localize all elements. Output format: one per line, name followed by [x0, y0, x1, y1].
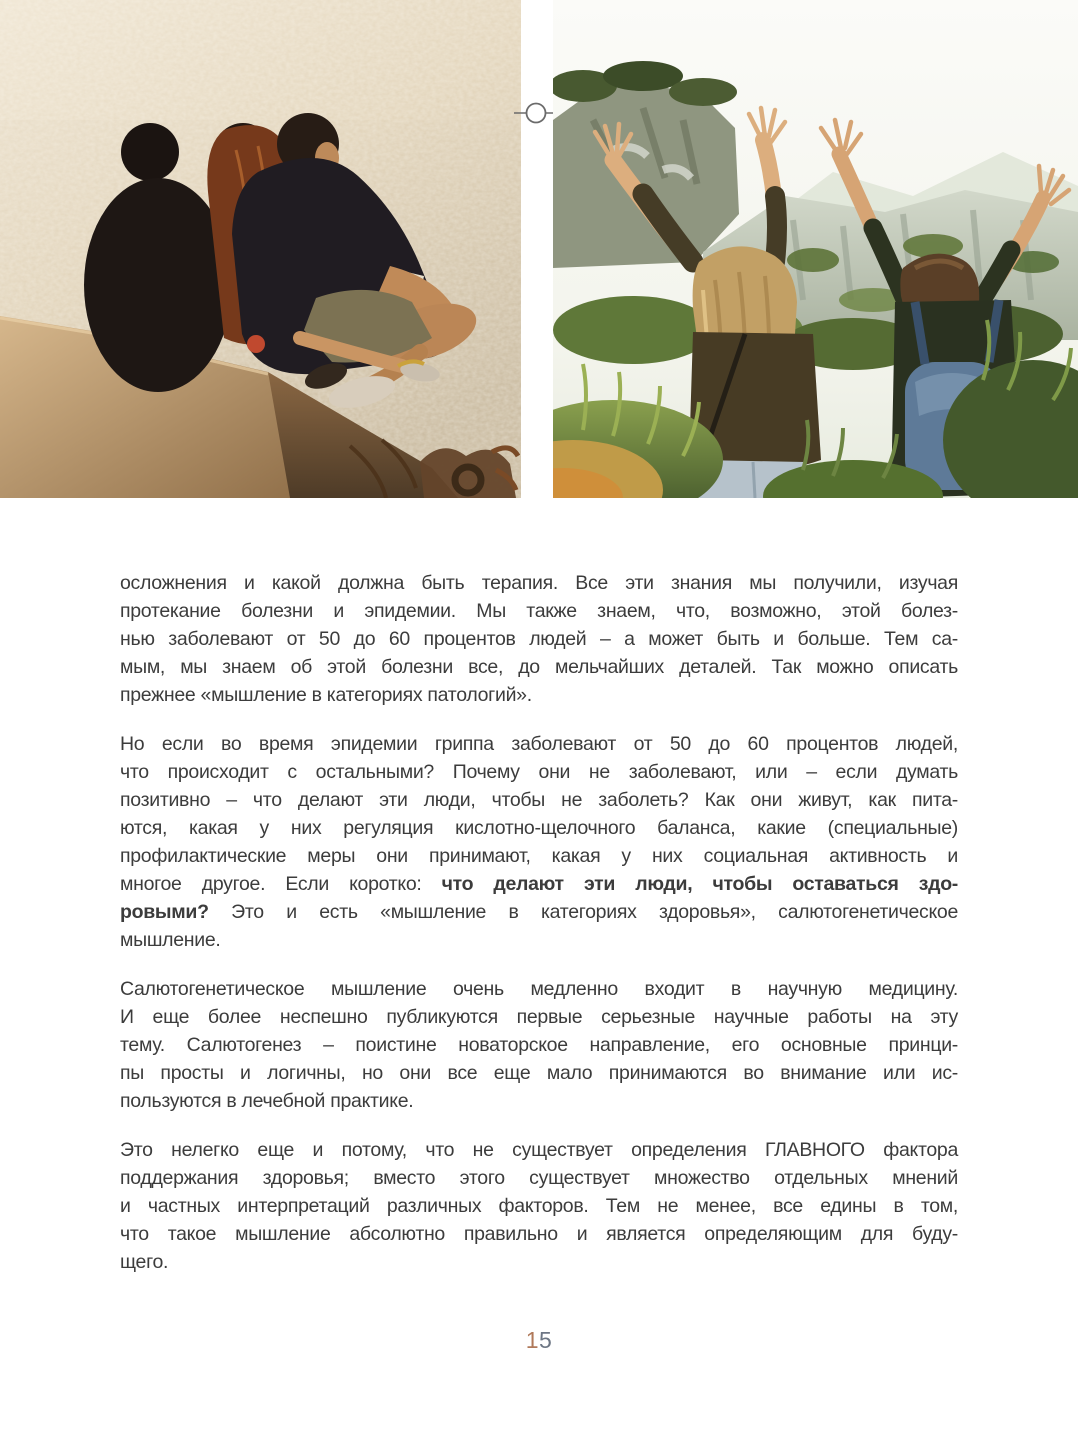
- paragraph: [120, 730, 958, 954]
- text-line: [120, 975, 958, 1003]
- text-line: [120, 1087, 958, 1115]
- text-line: [120, 758, 958, 786]
- text-segment: прежнее «мышление в категориях патологий».: [120, 684, 532, 706]
- text-segment: осложнения и какой должна быть терапия. Все эти знания мы получили, изучая: [120, 572, 958, 594]
- text-segment: протекание болезни и эпидемии. Мы также знаем, что, возможно, этой болез-: [120, 600, 958, 622]
- text-line: [120, 1164, 958, 1192]
- text-segment: что такое мышление абсолютно правильно и является определяющим для буду-: [120, 1223, 958, 1245]
- text-segment: Салютогенетическое мышление очень медленно входит в научную медицину.: [120, 978, 958, 1000]
- text-segment: что происходит с остальными? Почему они не заболевают, или – если думать: [120, 761, 958, 783]
- bold-text-segment: ровыми?: [120, 901, 209, 923]
- text-segment: мым, мы знаем об этой болезни все, до мельчайших деталей. Так можно описать: [120, 656, 958, 678]
- text-line: [120, 814, 958, 842]
- text-line: [120, 569, 958, 597]
- text-line: [120, 681, 958, 709]
- text-line: [120, 786, 958, 814]
- paragraph: [120, 975, 958, 1115]
- text-segment: многое другое. Если коротко:: [120, 873, 442, 895]
- text-line: [120, 597, 958, 625]
- text-line: [120, 926, 958, 954]
- text-segment: Но если во время эпидемии гриппа заболевают от 50 до 60 процентов людей,: [120, 733, 958, 755]
- paragraph: [120, 1136, 958, 1276]
- text-line: [120, 870, 958, 898]
- text-line: [120, 1031, 958, 1059]
- text-line: [120, 1248, 958, 1276]
- text-segment: щего.: [120, 1251, 169, 1273]
- photo-friends-on-pier: [0, 0, 521, 498]
- text-line: [120, 1059, 958, 1087]
- paragraph: [120, 569, 958, 709]
- text-segment: профилактические меры они принимают, какая у них социальная активность и: [120, 845, 958, 867]
- chapter-divider-ornament: [514, 101, 558, 125]
- text-line: [120, 898, 958, 926]
- text-segment: поддержания здоровья; вместо этого существует множество отдельных мнений: [120, 1167, 958, 1189]
- text-line: [120, 1192, 958, 1220]
- text-segment: ются, какая у них регуляция кислотно-щелочного баланса, какие (специальные): [120, 817, 958, 839]
- text-segment: позитивно – что делают эти люди, чтобы не заболеть? Как они живут, как пита-: [120, 789, 958, 811]
- page-number-digit: 5: [539, 1327, 553, 1353]
- body-text: [120, 569, 958, 1276]
- text-line: [120, 1220, 958, 1248]
- page-number: [0, 1327, 1078, 1354]
- text-segment: нью заболевают от 50 до 60 процентов людей – а может быть и больше. Тем са-: [120, 628, 958, 650]
- text-line: [120, 730, 958, 758]
- page-number-digit: 1: [525, 1327, 539, 1353]
- text-segment: и частных интерпретаций различных факторов. Тем не менее, все едины в том,: [120, 1195, 958, 1217]
- text-segment: Это и есть «мышление в категориях здоровья», салютогенетическое: [208, 901, 958, 923]
- text-line: [120, 1136, 958, 1164]
- text-line: [120, 1003, 958, 1031]
- bold-text-segment: что делают эти люди, чтобы оставаться здо-: [441, 873, 958, 895]
- circle-line-ornament-icon: [514, 101, 558, 125]
- photo-friends-in-mountains: [553, 0, 1078, 498]
- text-segment: тему. Салютогенез – поистине новаторское направление, его основные принци-: [120, 1034, 958, 1056]
- text-segment: пы просты и логичны, но они все еще мало принимаются во внимание или ис-: [120, 1062, 958, 1084]
- text-line: [120, 625, 958, 653]
- text-line: [120, 842, 958, 870]
- mountain-photo-illustration: [553, 0, 1078, 498]
- text-segment: мышление.: [120, 929, 221, 951]
- text-line: [120, 653, 958, 681]
- text-segment: пользуются в лечебной практике.: [120, 1090, 414, 1112]
- text-segment: И еще более неспешно публикуются первые серьезные научные работы на эту: [120, 1006, 958, 1028]
- pier-photo-illustration: [0, 0, 521, 498]
- text-segment: Это нелегко еще и потому, что не существует определения ГЛАВНОГО фактора: [120, 1139, 958, 1161]
